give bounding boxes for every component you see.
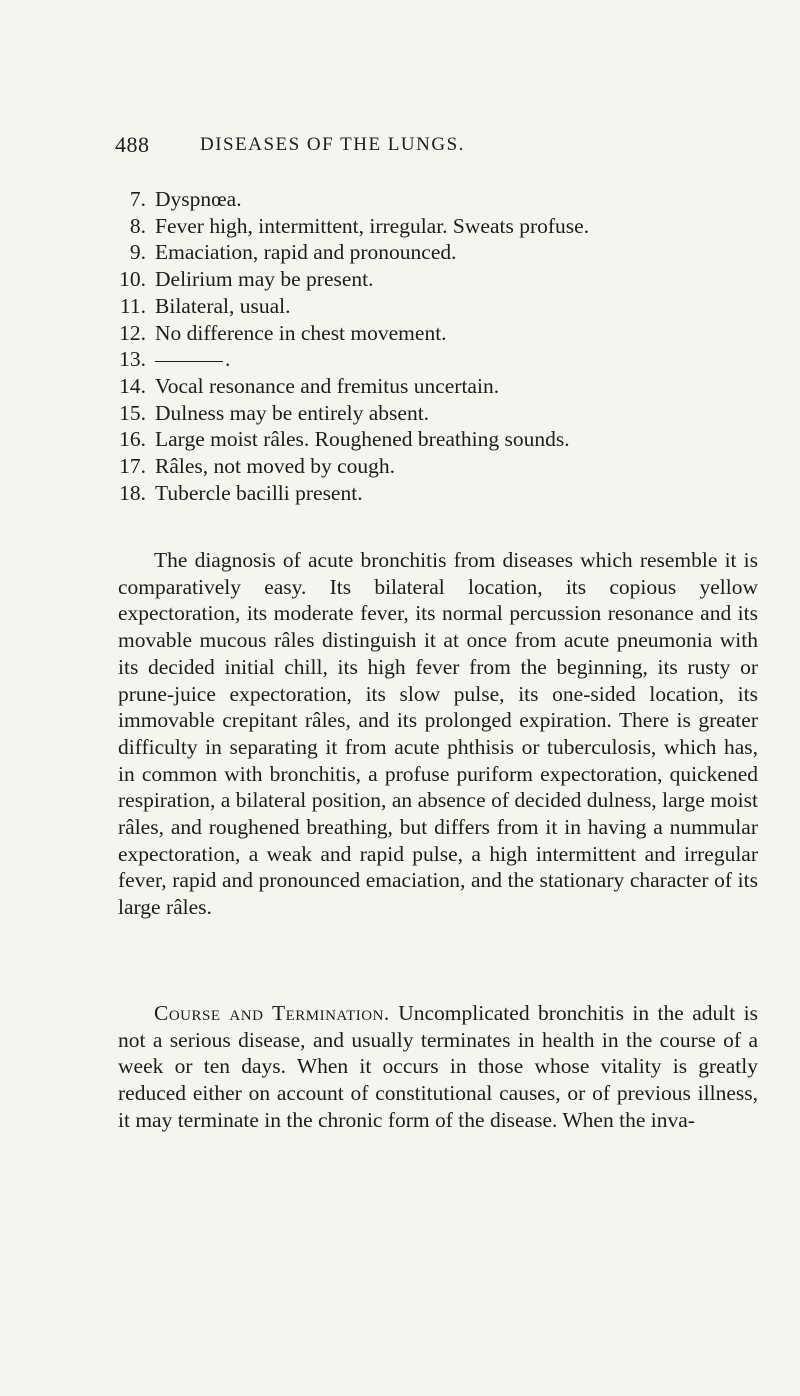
list-number: 18. [119, 480, 146, 505]
list-number: 13. [119, 347, 146, 372]
list-number: 16. [119, 427, 146, 452]
list-text: Fever high, intermittent, irregular. Sweats profuse. [155, 213, 590, 238]
list-number: 15. [119, 400, 146, 425]
symptom-list [118, 186, 758, 506]
list-item [118, 373, 758, 400]
list-number: 14. [119, 373, 146, 398]
list-number: 11. [119, 293, 146, 318]
list-text: No difference in chest movement. [155, 320, 447, 345]
list-number: 12. [119, 320, 146, 345]
list-item [118, 213, 758, 240]
list-item [118, 239, 758, 266]
page-number: 488 [115, 132, 150, 157]
course-text: Uncomplicated bronchitis in the adult is not a serious disease, and usually terminates in health in the course of a week or ten days. When it occurs in those whose vitality is greatly reduced either on account of constitutional causes, or of previous illness, it may terminate in the chronic form of the disease. When the inva- [118, 1001, 758, 1132]
list-text: Bilateral, usual. [155, 293, 291, 318]
list-text: Tubercle bacilli present. [155, 480, 363, 505]
list-item [118, 453, 758, 480]
list-item [118, 320, 758, 347]
list-text: Delirium may be present. [155, 267, 374, 292]
list-text: Vocal resonance and fremitus uncertain. [155, 373, 500, 398]
list-number: 9. [129, 240, 146, 265]
list-text: Large moist râles. Roughened breathing sounds. [155, 427, 570, 452]
list-text: Râles, not moved by cough. [155, 454, 396, 479]
list-item [118, 480, 758, 507]
course-paragraph [118, 1000, 758, 1134]
list-text: Dyspnœa. [155, 187, 242, 211]
list-number: 8. [129, 213, 146, 238]
page-header [115, 132, 555, 162]
list-item [118, 293, 758, 320]
list-text: . [225, 347, 231, 372]
running-head: DISEASES OF THE LUNGS. [200, 134, 465, 155]
list-item [118, 346, 758, 373]
list-item [118, 186, 758, 213]
list-item [118, 426, 758, 453]
diagnosis-paragraph: The diagnosis of acute bronchitis from diseases which resemble it is comparatively easy. Its bilateral location, its copious yellow expectoration, its moderate fever, its normal percussion resonance and its movable mucous râles distinguish it at once from acute pneumonia with its decided initial chill, its high fever from the beginning, its rusty or prune-juice expectoration, its slow pulse, its one-sided location, its immovable crepitant râles, and its prolonged expiration. There is greater difficulty in separating it from acute phthisis or tuberculosis, which has, in common with bronchitis, a profuse puriform expectoration, quickened respiration, a bilateral position, an absence of decided dulness, large moist râles, and roughened breathing, but differs from it in having a nummular expectoration, a weak and rapid pulse, a high intermittent and irregular fever, rapid and pronounced emaciation, and the stationary character of its large râles. [118, 548, 758, 920]
list-item [118, 266, 758, 293]
list-number: 10. [119, 267, 146, 292]
list-text: Dulness may be entirely absent. [155, 400, 430, 425]
list-number: 7. [129, 187, 146, 211]
section-heading: Course and Termination. [154, 1001, 390, 1025]
list-number: 17. [119, 454, 146, 479]
blank-dash [155, 361, 223, 362]
list-item [118, 400, 758, 427]
list-text: Emaciation, rapid and pronounced. [155, 240, 457, 265]
